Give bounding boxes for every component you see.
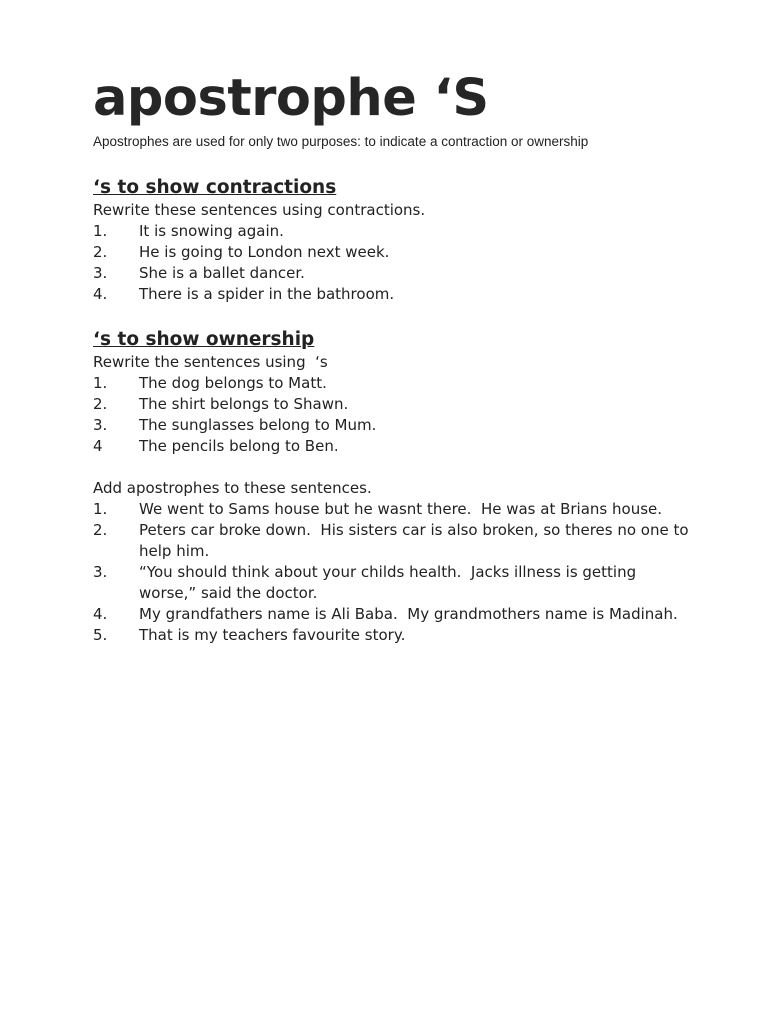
list-item-text: “You should think about your childs health. Jacks illness is getting worse,” said the doctor. [139,563,641,602]
instruction-contractions: Rewrite these sentences using contractions. [93,201,426,219]
list-item [93,436,693,457]
worksheet-page [93,66,693,646]
list-item [93,625,693,646]
list-item-text: The shirt belongs to Shawn. [139,395,349,413]
list-item-text: Peters car broke down. His sisters car is also broken, so theres no one to help him. [139,521,694,560]
list-item [93,263,693,284]
list-contractions [93,221,693,305]
list-item-text: She is a ballet dancer. [139,264,305,282]
list-item-text: It is snowing again. [139,222,284,240]
page-subtitle: Apostrophes are used for only two purposes: to indicate a contraction or ownership [93,134,589,149]
list-item-text: The pencils belong to Ben. [139,437,339,455]
list-item-number: 3. [93,264,108,282]
list-item [93,242,693,263]
list-ownership [93,373,693,457]
list-item [93,562,693,604]
list-item-text: That is my teachers favourite story. [139,626,406,644]
list-item-number: 4. [93,605,108,623]
list-item [93,499,693,520]
list-item-text: He is going to London next week. [139,243,390,261]
list-item [93,394,693,415]
list-item-number: 1. [93,500,108,518]
list-item-text: The dog belongs to Matt. [139,374,327,392]
list-item [93,604,693,625]
instruction-ownership: Rewrite the sentences using ‘s [93,353,328,371]
list-item-number: 4 [93,437,103,455]
page-title: apostrophe ‘S [93,69,489,128]
list-item-number: 1. [93,222,108,240]
section-heading-ownership: ‘s to show ownership [93,329,315,350]
instruction-add-apostrophes: Add apostrophes to these sentences. [93,479,372,497]
list-item-number: 2. [93,243,108,261]
list-item [93,520,693,562]
list-item-number: 2. [93,395,108,413]
list-item-number: 5. [93,626,108,644]
list-item-text: My grandfathers name is Ali Baba. My grandmothers name is Madinah. [139,605,678,623]
list-item [93,373,693,394]
list-item-number: 3. [93,563,108,581]
list-item [93,284,693,305]
list-item-number: 1. [93,374,108,392]
list-item-number: 4. [93,285,108,303]
list-item [93,415,693,436]
list-item-text: The sunglasses belong to Mum. [139,416,377,434]
list-item-number: 3. [93,416,108,434]
list-add-apostrophes [93,499,693,646]
list-item-number: 2. [93,521,108,539]
section-heading-contractions: ‘s to show contractions [93,177,337,198]
list-item-text: We went to Sams house but he wasnt there. He was at Brians house. [139,500,663,518]
list-item-text: There is a spider in the bathroom. [139,285,395,303]
list-item [93,221,693,242]
